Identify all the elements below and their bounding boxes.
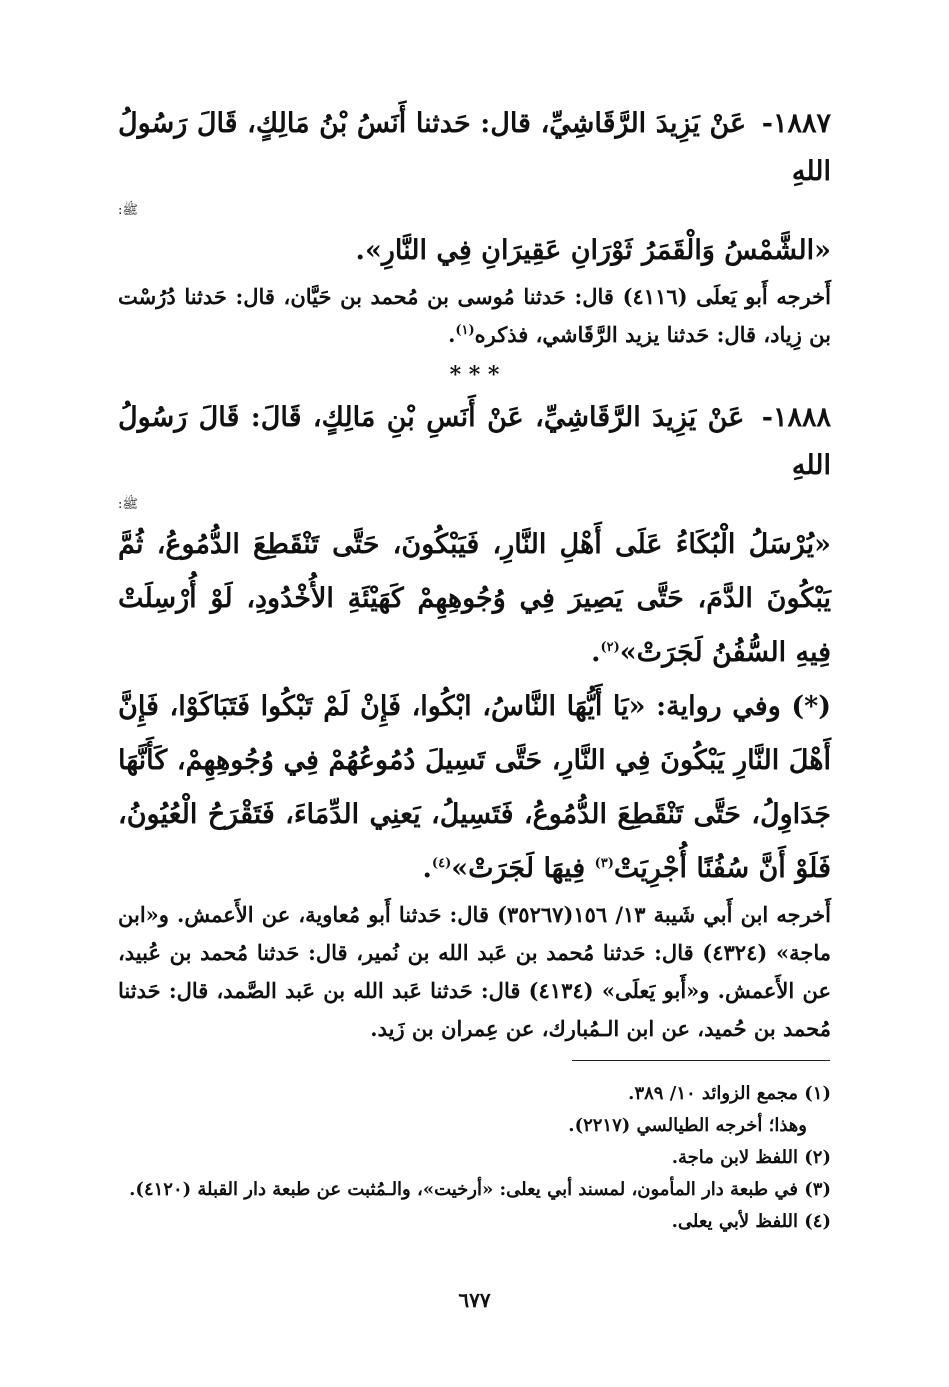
- hadith-number: ١٨٨٨-: [761, 402, 831, 433]
- footnote-2: (٢) اللفظ لابن ماجة.: [671, 1147, 831, 1168]
- hadith-variant: [118, 680, 831, 896]
- main-text: [118, 100, 831, 1048]
- hadith-matn: «الشَّمْسُ وَالْقَمَرُ ثَوْرَانِ عَقِيرَانِ فِي النَّارِ».: [355, 235, 831, 266]
- footnote-rule: [572, 1060, 830, 1061]
- hadith-entry-1888: [118, 394, 831, 1048]
- footnote-1: (١) مجمع الزوائد ١٠/ ٣٨٩.: [628, 1083, 831, 1104]
- hadith-isnad: عَنْ يَزِيدَ الرَّقَاشِيِّ، عَنْ أَنَسِ بْنِ مَالِكٍ، قَالَ: قَالَ رَسُولُ اللهِ: [118, 402, 831, 481]
- section-separator: * * *: [449, 362, 500, 388]
- matn-text: «يُرْسَلُ الْبُكَاءُ عَلَى أَهْلِ النَّارِ، فَيَبْكُونَ، حَتَّى تَنْقَطِعَ الدُّمُوعُ، ثُمَّ يَبْكُونَ الدَّمَ، حَتَّى يَصِيرَ فِي وُجُوهِهِمْ كَهَيْئَةِ الأُخْدُودِ، لَوْ أُرْسِلَتْ فِيهِ السُّفُنُ لَجَرَتْ»: [118, 529, 832, 668]
- salutation-glyph: ﷺ:: [118, 203, 139, 218]
- hadith-matn: [118, 518, 831, 680]
- footnote-ref: (٤): [431, 856, 452, 871]
- punctuation: .: [422, 853, 432, 884]
- takhrij-text: أَخرجه ابن أَبي شَيبة ١٣/ ١٥٦(٣٥٢٦٧) قال: حَدثنا أَبو مُعاوية، عن الأَعمش. و«ابن ماجة» (٤٣٢٤) قال: حَدثنا مُحمد بن عَبد الله بن نُمير، قال: حَدثنا مُحمد بن عُبيد، عن الأَعمش. و«أَبو يَعلَى» (٤١٣٤) قال: حَدثنا عَبد الله بن عَبد الصَّمد، قال: حَدثنا مُحمد بن حُميد، عن ابن الـمُبارك، عن عِمران بن زَيد.: [118, 902, 831, 1041]
- footnotes: [118, 1078, 831, 1238]
- variant-text: (*) وفي رواية: «يَا أَيُّهَا النَّاسُ، ابْكُوا، فَإِنْ لَمْ تَبْكُوا فَتَبَاكَوْا، فَإِنَّ أَهْلَ النَّارِ يَبْكُونَ فِي النَّارِ، حَتَّى تَسِيلَ دُمُوعُهُمْ فِي وُجُوهِهِمْ، كَأَنَّهَا جَدَاوِلُ، حَتَّى تَنْقَطِعَ الدُّمُوعُ، فَتَسِيلُ، يَعنِي الدِّمَاءَ، فَتَقْرَحُ الْعُيُونُ، فَلَوْ أَنَّ سُفُنًا أُجْرِيَتْ: [118, 691, 831, 884]
- salutation-glyph: ﷺ:: [118, 497, 139, 512]
- hadith-number: ١٨٨٧-: [761, 108, 831, 139]
- footnote-3: (٣) في طبعة دار المأمون، لمسند أبي يعلى: «أرخيت»، والـمُثبت عن طبعة دار القبلة (٤١٢٠).: [129, 1179, 831, 1200]
- hadith-heading: [118, 100, 831, 224]
- punctuation: .: [591, 637, 601, 668]
- hadith-heading: [118, 394, 831, 518]
- variant-text-end: فِيهَا لَجَرَتْ»: [451, 853, 595, 884]
- hadith-isnad: عَنْ يَزِيدَ الرَّقَاشِيِّ، قال: حَدثنا أَنَسُ بْنُ مَالِكٍ، قَالَ رَسُولُ اللهِ: [118, 108, 831, 187]
- footnote-ref: (١): [455, 323, 475, 338]
- takhrij-text: أَخرجه أَبو يَعلَى (٤١١٦) قال: حَدثنا مُوسى بن مُحمد بن حَيَّان، قال: حَدثنا دُرُسْت بن زِياد، قال: حَدثنا يزيد الرَّقَاشي، فذكره: [118, 284, 831, 347]
- footnote-4: (٤) اللفظ لأبي يعلى.: [671, 1211, 831, 1232]
- takhrij-paragraph: [118, 278, 831, 354]
- punctuation: .: [448, 322, 456, 347]
- footnote-ref: (٣): [594, 856, 614, 871]
- page-number: ٦٧٧: [458, 1288, 491, 1312]
- hadith-entry-1887: [118, 100, 831, 354]
- takhrij-paragraph: [118, 896, 831, 1048]
- footnote-1-continued: وهذا؛ أخرجه الطيالسي (٢٢١٧).: [568, 1115, 807, 1136]
- footnote-ref: (٢): [600, 640, 620, 655]
